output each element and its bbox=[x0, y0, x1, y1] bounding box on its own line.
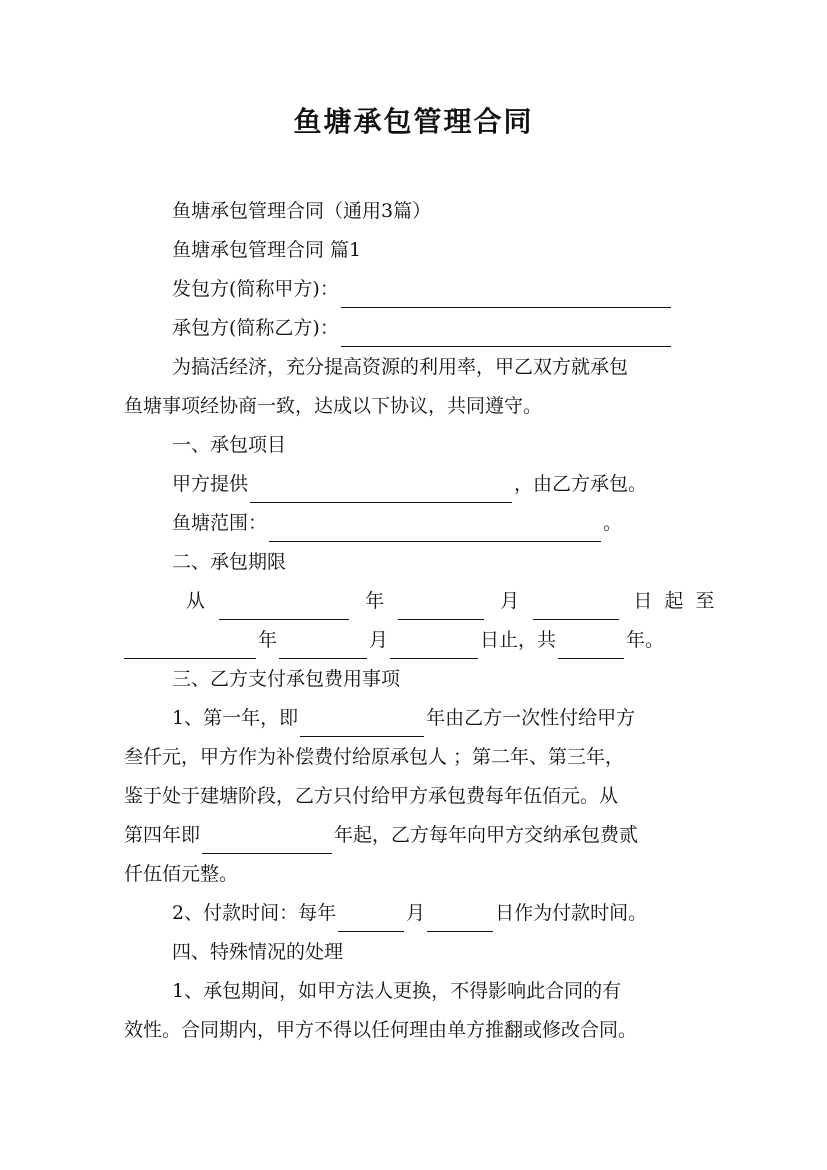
paragraph-line bbox=[124, 465, 704, 503]
text-span: 2、付款时间：每年 bbox=[172, 902, 337, 924]
document-subtitle: 鱼塘承包管理合同（通用3篇） bbox=[172, 200, 432, 222]
text-span: 年起，乙方每年向甲方交纳承包费贰 bbox=[334, 824, 639, 846]
text-span: 月 bbox=[500, 590, 520, 612]
text-span: 从 bbox=[186, 590, 206, 612]
paragraph-line bbox=[124, 699, 704, 737]
date-blank bbox=[533, 595, 619, 620]
paragraph-line: 叁仟元，甲方作为补偿费付给原承包人 ；第二年、第三年， bbox=[124, 746, 625, 768]
paragraph-line: 效性。合同期内，甲方不得以任何理由单方推翻或修改合同。 bbox=[124, 1019, 638, 1041]
text-span: 月 bbox=[369, 629, 389, 651]
date-blank bbox=[398, 595, 484, 620]
party-a-label: 发包方(简称甲方)： bbox=[172, 278, 339, 300]
item-blank bbox=[250, 478, 512, 503]
text-span: 年由乙方一次性付给甲方 bbox=[426, 707, 636, 729]
text-span: 月 bbox=[406, 902, 426, 924]
year-blank bbox=[300, 712, 424, 737]
paragraph-line bbox=[124, 816, 704, 854]
section-heading: 一、承包项目 bbox=[172, 434, 287, 456]
text-span: 年。 bbox=[626, 629, 665, 651]
year-blank bbox=[202, 829, 332, 854]
paragraph-line bbox=[124, 894, 704, 932]
text-span: 1、第一年，即 bbox=[172, 707, 299, 729]
date-blank bbox=[279, 634, 367, 659]
date-blank bbox=[124, 634, 256, 659]
party-a-line bbox=[124, 270, 704, 308]
text-span: 年 bbox=[365, 590, 385, 612]
text-span: 日 起 至 bbox=[633, 590, 718, 612]
paragraph-line: 鱼塘事项经协商一致，达成以下协议，共同遵守。 bbox=[124, 395, 543, 417]
paragraph-line: 为搞活经济，充分提高资源的利用率，甲乙双方就承包 bbox=[172, 356, 629, 378]
section-heading: 二、承包期限 bbox=[172, 551, 287, 573]
party-b-label: 承包方(简称乙方)： bbox=[172, 317, 339, 339]
party-b-blank bbox=[341, 322, 671, 347]
section-heading: 鱼塘承包管理合同 篇1 bbox=[172, 239, 362, 261]
text-span: 。 bbox=[603, 512, 623, 534]
paragraph-line: 鉴于处于建塘阶段，乙方只付给甲方承包费每年伍佰元。从 bbox=[124, 785, 619, 807]
date-blank bbox=[390, 634, 478, 659]
party-a-blank bbox=[341, 283, 671, 308]
paragraph-line bbox=[186, 582, 718, 620]
paragraph-line: 1、承包期间，如甲方法人更换，不得影响此合同的有 bbox=[172, 980, 622, 1002]
date-blank bbox=[219, 595, 349, 620]
party-b-line bbox=[124, 309, 704, 347]
document-title: 鱼塘承包管理合同 bbox=[293, 105, 534, 138]
date-blank bbox=[427, 907, 493, 932]
paragraph-line bbox=[124, 504, 704, 542]
section-heading: 三、乙方支付承包费用事项 bbox=[172, 668, 401, 690]
text-span: 日止，共 bbox=[480, 629, 557, 651]
paragraph-line: 仟伍佰元整。 bbox=[124, 863, 239, 885]
date-blank bbox=[338, 907, 404, 932]
text-span: 甲方提供 bbox=[172, 473, 249, 495]
paragraph-line bbox=[124, 621, 704, 659]
text-span: 年 bbox=[258, 629, 278, 651]
text-span: 鱼塘范围： bbox=[172, 512, 268, 534]
text-span: 日作为付款时间。 bbox=[495, 902, 648, 924]
text-span: ，由乙方承包。 bbox=[514, 473, 648, 495]
section-heading: 四、特殊情况的处理 bbox=[172, 941, 344, 963]
date-blank bbox=[558, 634, 624, 659]
text-span: 第四年即 bbox=[124, 824, 201, 846]
item-blank bbox=[269, 517, 601, 542]
